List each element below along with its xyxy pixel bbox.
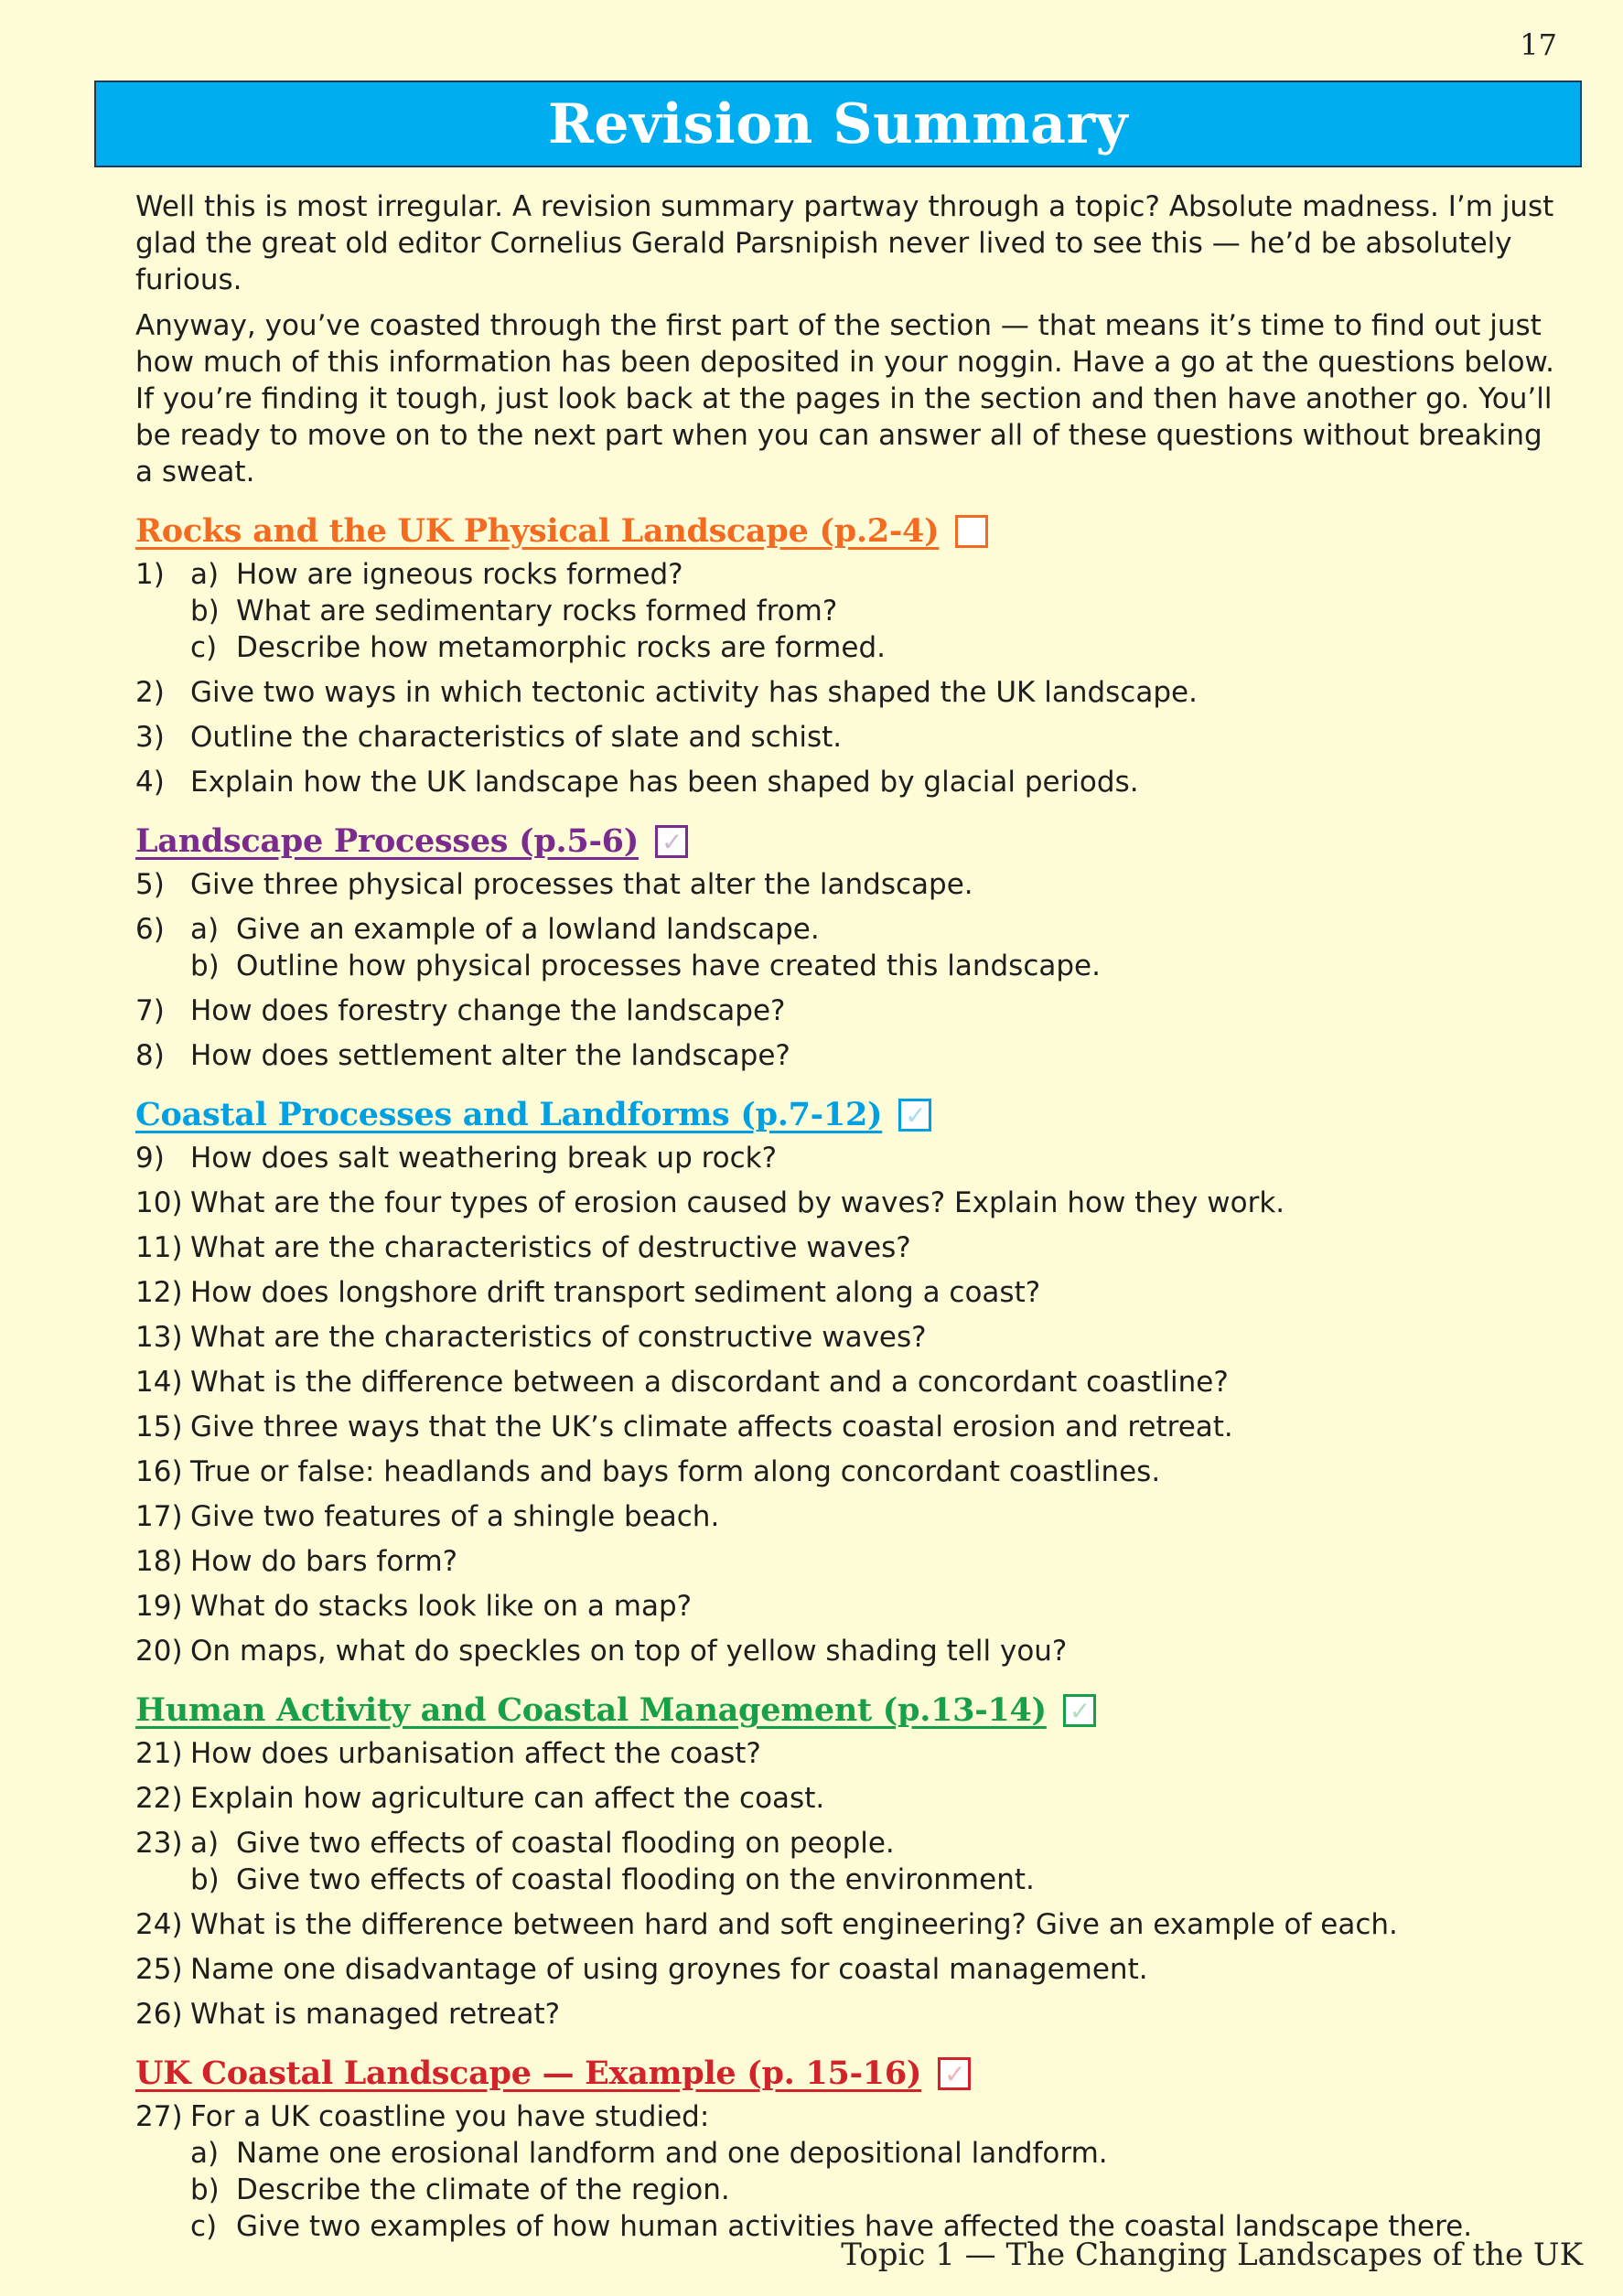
title-bar bbox=[94, 80, 1582, 167]
part-label: a) bbox=[190, 558, 220, 591]
page-number: 17 bbox=[1520, 27, 1557, 62]
question-text: What is managed retreat? bbox=[190, 1998, 561, 2031]
question-body bbox=[190, 1735, 761, 1772]
question-text: Explain how agriculture can affect the coast. bbox=[190, 1782, 825, 1815]
question-text: What are the four types of erosion caused by waves? Explain how they work. bbox=[190, 1186, 1285, 1219]
question-part bbox=[190, 1825, 1035, 1861]
question-item bbox=[135, 1364, 1563, 1400]
question-text: Outline the characteristics of slate and schist. bbox=[190, 721, 843, 754]
question-text: What is the difference between hard and soft engineering? Give an example of each. bbox=[190, 1908, 1398, 1941]
question-text: How do bars form? bbox=[190, 1545, 458, 1578]
section-title: Landscape Processes (p.5-6) bbox=[135, 822, 639, 860]
question-text: Give two ways in which tectonic activity has shaped the UK landscape. bbox=[190, 676, 1198, 709]
question-item bbox=[135, 1229, 1563, 1266]
page-title: Revision Summary bbox=[547, 91, 1129, 156]
question-item bbox=[135, 1906, 1563, 1943]
question-item bbox=[135, 719, 1563, 756]
part-label: a) bbox=[190, 2137, 220, 2170]
footer-topic: Topic 1 — The Changing Landscapes of the UK bbox=[841, 2237, 1583, 2273]
question-text: For a UK coastline you have studied: bbox=[190, 2100, 710, 2133]
question-number: 13) bbox=[135, 1321, 183, 1354]
question-number: 3) bbox=[135, 721, 165, 754]
question-number: 19) bbox=[135, 1590, 183, 1623]
part-label: b) bbox=[190, 950, 220, 982]
question-item bbox=[135, 1037, 1563, 1074]
question-part bbox=[190, 593, 886, 629]
part-text: Describe how metamorphic rocks are formed. bbox=[236, 631, 886, 664]
question-item bbox=[135, 764, 1563, 800]
question-body bbox=[190, 1780, 824, 1817]
section-title: Coastal Processes and Landforms (p.7-12) bbox=[135, 1096, 883, 1133]
question-row bbox=[135, 2098, 1563, 2135]
section-title: Human Activity and Coastal Management (p.13-14) bbox=[135, 1691, 1047, 1729]
question-part bbox=[190, 911, 1101, 948]
question-number: 1) bbox=[135, 558, 165, 591]
question-row bbox=[135, 1906, 1563, 1943]
section-title: Rocks and the UK Physical Landscape (p.2-4) bbox=[135, 512, 940, 550]
question-body bbox=[190, 1633, 1067, 1669]
question-number: 2) bbox=[135, 676, 165, 709]
question-body bbox=[190, 1951, 1148, 1988]
question-number: 6) bbox=[135, 913, 165, 946]
question-text: How does forestry change the landscape? bbox=[190, 994, 786, 1027]
question-item bbox=[135, 1498, 1563, 1535]
question-body bbox=[190, 1454, 1160, 1490]
intro bbox=[135, 188, 1563, 490]
part-text: Give two examples of how human activities have affected the coastal landscape there. bbox=[236, 2210, 1473, 2243]
question-row bbox=[135, 1588, 1563, 1625]
part-text: Give two effects of coastal flooding on the environment. bbox=[236, 1863, 1035, 1896]
question-number: 7) bbox=[135, 994, 165, 1027]
question-row bbox=[135, 1825, 1563, 1898]
section-checkbox[interactable] bbox=[655, 825, 688, 858]
question-body bbox=[190, 1996, 560, 2033]
question-item bbox=[135, 1996, 1563, 2033]
part-label: b) bbox=[190, 595, 220, 628]
question-body bbox=[190, 2098, 709, 2135]
part-text: Describe the climate of the region. bbox=[236, 2173, 730, 2206]
question-text: Give two features of a shingle beach. bbox=[190, 1500, 720, 1533]
question-row bbox=[135, 1633, 1563, 1669]
question-item bbox=[135, 1588, 1563, 1625]
part-text: Give an example of a lowland landscape. bbox=[236, 913, 820, 946]
question-body bbox=[190, 1229, 911, 1266]
question-item bbox=[135, 1633, 1563, 1669]
question-number: 26) bbox=[135, 1998, 183, 2031]
question-body bbox=[190, 1185, 1284, 1221]
section-checkbox[interactable] bbox=[1063, 1694, 1096, 1727]
part-label: b) bbox=[190, 1863, 220, 1896]
section-checkbox[interactable] bbox=[898, 1099, 931, 1132]
question-item bbox=[135, 1454, 1563, 1490]
content bbox=[135, 188, 1563, 2253]
question-number: 21) bbox=[135, 1737, 183, 1770]
section-header bbox=[135, 2053, 1563, 2095]
question-number: 22) bbox=[135, 1782, 183, 1815]
question-number: 18) bbox=[135, 1545, 183, 1578]
question-number: 9) bbox=[135, 1142, 165, 1175]
question-number: 14) bbox=[135, 1366, 183, 1399]
section-checkbox[interactable] bbox=[955, 515, 988, 548]
question-row bbox=[135, 992, 1563, 1029]
question-body bbox=[190, 1588, 692, 1625]
question-body bbox=[190, 1140, 777, 1176]
question-text: What is the difference between a discordant and a concordant coastline? bbox=[190, 1366, 1229, 1399]
question-text: On maps, what do speckles on top of yellow shading tell you? bbox=[190, 1635, 1068, 1668]
question-number: 15) bbox=[135, 1411, 183, 1443]
question-text: Name one disadvantage of using groynes for coastal management. bbox=[190, 1953, 1148, 1986]
question-number: 16) bbox=[135, 1455, 183, 1488]
question-text: What are the characteristics of destructive waves? bbox=[190, 1231, 911, 1264]
question-row bbox=[135, 1140, 1563, 1176]
question-number: 23) bbox=[135, 1827, 183, 1860]
question-item bbox=[135, 1735, 1563, 1772]
question-item bbox=[135, 1409, 1563, 1445]
question-body bbox=[190, 1409, 1233, 1445]
question-text: True or false: headlands and bays form along concordant coastlines. bbox=[190, 1455, 1161, 1488]
question-row bbox=[135, 1274, 1563, 1311]
question-body bbox=[190, 1274, 1040, 1311]
question-text: What are the characteristics of constructive waves? bbox=[190, 1321, 927, 1354]
intro-paragraph: Well this is most irregular. A revision summary partway through a topic? Absolute madness. I’m just glad the great old editor Cornelius Gerald Parsnipish never lived to see this — he’d be absolutely furious. bbox=[135, 190, 1554, 296]
question-row bbox=[135, 866, 1563, 903]
part-label: c) bbox=[190, 2210, 218, 2243]
question-item bbox=[135, 1274, 1563, 1311]
question-text: What do stacks look like on a map? bbox=[190, 1590, 693, 1623]
question-body bbox=[190, 719, 842, 756]
part-label: b) bbox=[190, 2173, 220, 2206]
question-sections bbox=[135, 510, 1563, 2245]
question-row bbox=[135, 911, 1563, 984]
question-row bbox=[135, 1951, 1563, 1988]
question-row bbox=[135, 1498, 1563, 1535]
question-row bbox=[135, 674, 1563, 711]
question-row bbox=[135, 556, 1563, 666]
question-row bbox=[135, 719, 1563, 756]
question-part bbox=[190, 948, 1101, 984]
question-row bbox=[135, 1996, 1563, 2033]
question-row bbox=[135, 1735, 1563, 1772]
question-item bbox=[135, 1780, 1563, 1817]
question-text: How does longshore drift transport sediment along a coast? bbox=[190, 1276, 1041, 1309]
question-item bbox=[135, 1951, 1563, 1988]
question-number: 25) bbox=[135, 1953, 183, 1986]
question-body bbox=[190, 1037, 790, 1074]
section-checkbox[interactable] bbox=[938, 2057, 971, 2090]
question-part bbox=[135, 2172, 1563, 2208]
question-body bbox=[190, 556, 886, 666]
section-header bbox=[135, 1094, 1563, 1136]
question-text: Explain how the UK landscape has been shaped by glacial periods. bbox=[190, 766, 1139, 799]
check-mark-icon: ✓ bbox=[944, 2059, 966, 2089]
section-title: UK Coastal Landscape — Example (p. 15-16) bbox=[135, 2055, 922, 2092]
question-number: 27) bbox=[135, 2100, 183, 2133]
question-item bbox=[135, 866, 1563, 903]
question-part bbox=[190, 556, 886, 593]
question-text: Give three physical processes that alter the landscape. bbox=[190, 868, 973, 901]
question-number: 17) bbox=[135, 1500, 183, 1533]
part-text: Give two effects of coastal flooding on people. bbox=[236, 1827, 895, 1860]
question-item bbox=[135, 2098, 1563, 2245]
part-text: What are sedimentary rocks formed from? bbox=[236, 595, 838, 628]
section-header bbox=[135, 821, 1563, 863]
question-text: How does urbanisation affect the coast? bbox=[190, 1737, 761, 1770]
question-body bbox=[190, 1906, 1398, 1943]
question-item bbox=[135, 992, 1563, 1029]
question-row bbox=[135, 1780, 1563, 1817]
part-text: How are igneous rocks formed? bbox=[236, 558, 683, 591]
question-item bbox=[135, 911, 1563, 984]
question-number: 11) bbox=[135, 1231, 183, 1264]
question-item bbox=[135, 674, 1563, 711]
question-body bbox=[190, 866, 973, 903]
section-header bbox=[135, 510, 1563, 553]
question-item bbox=[135, 1543, 1563, 1580]
question-row bbox=[135, 1364, 1563, 1400]
part-text: Outline how physical processes have created this landscape. bbox=[236, 950, 1101, 982]
question-item bbox=[135, 1140, 1563, 1176]
question-part bbox=[190, 1861, 1035, 1898]
part-text: Name one erosional landform and one depositional landform. bbox=[236, 2137, 1108, 2170]
question-body bbox=[190, 1543, 457, 1580]
question-row bbox=[135, 1543, 1563, 1580]
question-body bbox=[190, 764, 1139, 800]
question-row bbox=[135, 1037, 1563, 1074]
check-mark-icon: ✓ bbox=[1069, 1696, 1091, 1726]
question-number: 24) bbox=[135, 1908, 183, 1941]
question-item bbox=[135, 1825, 1563, 1898]
question-row bbox=[135, 764, 1563, 800]
question-body bbox=[190, 1364, 1229, 1400]
question-item bbox=[135, 556, 1563, 666]
check-mark-icon: ✓ bbox=[905, 1100, 927, 1131]
question-number: 20) bbox=[135, 1635, 183, 1668]
question-number: 5) bbox=[135, 868, 165, 901]
question-body bbox=[190, 1825, 1035, 1898]
question-row bbox=[135, 1409, 1563, 1445]
question-part bbox=[135, 2135, 1563, 2172]
question-text: How does settlement alter the landscape? bbox=[190, 1039, 790, 1072]
question-row bbox=[135, 1454, 1563, 1490]
question-item bbox=[135, 1319, 1563, 1356]
question-row bbox=[135, 1229, 1563, 1266]
question-body bbox=[190, 911, 1101, 984]
question-number: 12) bbox=[135, 1276, 183, 1309]
check-mark-icon: ✓ bbox=[661, 827, 683, 857]
question-row bbox=[135, 1319, 1563, 1356]
question-text: Give three ways that the UK’s climate affects coastal erosion and retreat. bbox=[190, 1411, 1233, 1443]
question-row bbox=[135, 1185, 1563, 1221]
section-header bbox=[135, 1690, 1563, 1732]
intro-paragraph: Anyway, you’ve coasted through the first part of the section — that means it’s time to find out just how much of this information has been deposited in your noggin. Have a go at the questions below. If you’re finding it tough, just look back at the pages in the section and then have another go. You’ll be ready to move on to the next part when you can answer all of these questions without breaking a sweat. bbox=[135, 309, 1554, 488]
question-body bbox=[190, 1498, 719, 1535]
question-body bbox=[190, 674, 1198, 711]
question-part bbox=[190, 629, 886, 666]
question-number: 4) bbox=[135, 766, 165, 799]
question-item bbox=[135, 1185, 1563, 1221]
part-label: a) bbox=[190, 913, 220, 946]
part-label: a) bbox=[190, 1827, 220, 1860]
question-body bbox=[190, 992, 785, 1029]
question-number: 10) bbox=[135, 1186, 183, 1219]
part-label: c) bbox=[190, 631, 218, 664]
question-text: How does salt weathering break up rock? bbox=[190, 1142, 778, 1175]
question-number: 8) bbox=[135, 1039, 165, 1072]
question-body bbox=[190, 1319, 927, 1356]
